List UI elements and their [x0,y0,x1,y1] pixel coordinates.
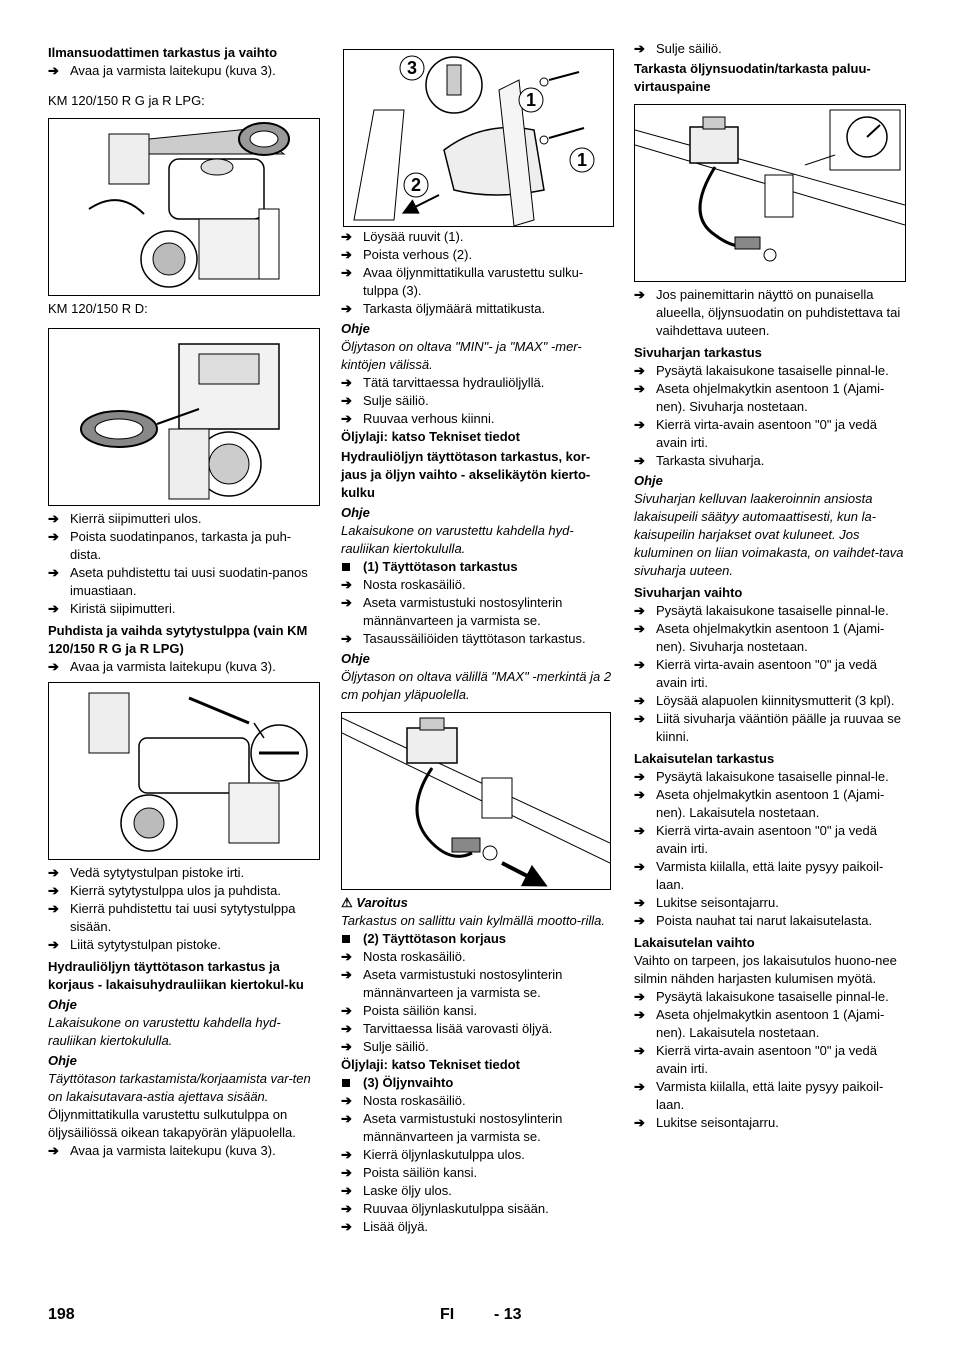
arrow-icon: ➔ [341,301,352,316]
figure-air-filter-petrol [48,118,320,296]
heading-oil-type: Öljylaji: katso Tekniset tiedot [341,429,520,444]
arrow-icon: ➔ [634,1043,645,1058]
note-label: Ohje [341,321,370,336]
arrow-icon: ➔ [341,595,352,610]
step: ➔ Pysäytä lakaisukone tasaiselle pinnal-le. [634,363,889,378]
step: ➔ Lukitse seisontajarru. [634,895,779,910]
heading-oil-type: Öljylaji: katso Tekniset tiedot [341,1057,520,1072]
figure-cover-removal [343,49,614,227]
note-label: Ohje [48,997,77,1012]
arrow-icon: ➔ [634,287,645,302]
heading-side-brush-check: Sivuharjan tarkastus [634,345,762,360]
arrow-icon: ➔ [48,1143,59,1158]
arrow-icon: ➔ [341,577,352,592]
heading-roller-replace: Lakaisutelan vaihto [634,935,755,950]
heading-spark-plug: Puhdista ja vaihda sytytystulppa (vain KM 120/150 R G ja R LPG) [48,623,308,656]
step: ➔ Aseta ohjelmakytkin asentoon 1 (Ajami-nen). Lakaisutela nostetaan. [634,787,885,820]
step: ➔ Poista säiliön kansi. [341,1165,478,1180]
step: ➔ Liitä sivuharja vääntiön päälle ja ruuvaa se kiinni. [634,711,901,744]
step: ➔ Kierrä virta-avain asentoon "0" ja vedä avain irti. [634,657,877,690]
arrow-icon: ➔ [341,1093,352,1108]
step: ➔ Aseta varmistustuki nostosylinterin männänvarteen ja varmista se. [341,1111,563,1144]
note-text: Lakaisukone on varustettu kahdella hyd-rauliikan kiertokululla. [48,1015,281,1048]
figure-spark-plug [48,682,320,860]
arrow-icon: ➔ [48,937,59,952]
arrow-icon: ➔ [341,1201,352,1216]
arrow-icon: ➔ [634,989,645,1004]
step: ➔ Sulje säiliö. [341,1039,429,1054]
arrow-icon: ➔ [48,601,59,616]
step: ➔ Nosta roskasäiliö. [341,949,466,964]
step: ➔ Aseta varmistustuki nostosylinterin männänvarteen ja varmista se. [341,967,563,1000]
step: ➔ Pysäytä lakaisukone tasaiselle pinnal-le. [634,603,889,618]
arrow-icon: ➔ [634,823,645,838]
step: ➔ Avaa ja varmista laitekupu (kuva 3). [48,63,276,78]
step: ➔ Pysäytä lakaisukone tasaiselle pinnal-le. [634,989,889,1004]
figure-oil-filter [634,104,906,282]
heading-oil-filter: Tarkasta öljynsuodatin/tarkasta paluu-virtauspaine [634,61,871,94]
step: ➔ Tarvittaessa lisää varovasti öljyä. [341,1021,553,1036]
arrow-icon: ➔ [48,901,59,916]
step: ➔ Varmista kiilalla, että laite pysyy paikoil-laan. [634,859,884,892]
step: ➔ Poista säiliön kansi. [341,1003,478,1018]
step: ➔ Ruuvaa verhous kiinni. [341,411,495,426]
step: ➔ Kierrä virta-avain asentoon "0" ja vedä avain irti. [634,417,877,450]
column-1 [48,44,320,1160]
model-label: KM 120/150 R D: [48,301,148,316]
step: ➔ Lisää öljyä. [341,1219,429,1234]
figure-air-filter-diesel [48,328,320,506]
note-label: Ohje [341,505,370,520]
arrow-icon: ➔ [341,1147,352,1162]
heading-axle-oil: Hydrauliöljyn täyttötason tarkastus, kor-jaus ja öljyn vaihto - akselikäytön kierto-kulku [341,449,591,500]
step: ➔ Kierrä siipimutteri ulos. [48,511,202,526]
note-text: Öljytason on oltava "MIN"- ja "MAX" -mer-kintöjen välissä. [341,339,582,372]
arrow-icon: ➔ [341,967,352,982]
step: ➔ Kierrä sytytystulppa ulos ja puhdista. [48,883,281,898]
arrow-icon: ➔ [634,417,645,432]
note-label: Ohje [341,651,370,666]
callout-3: 3 [406,58,418,78]
step: ➔ Löysää ruuvit (1). [341,229,464,244]
note-label: Ohje [48,1053,77,1068]
step: ➔ Tarkasta öljymäärä mittatikusta. [341,301,546,316]
step: ➔ Tarkasta sivuharja. [634,453,765,468]
arrow-icon: ➔ [634,895,645,910]
warning-text: Tarkastus on sallittu vain kylmällä mootto-rilla. [341,913,605,928]
step: ➔ Aseta ohjelmakytkin asentoon 1 (Ajami-nen). Sivuharja nostetaan. [634,381,885,414]
note-label: Ohje [634,473,663,488]
arrow-icon: ➔ [48,565,59,580]
arrow-icon: ➔ [634,859,645,874]
step: ➔ Jos painemittarin näyttö on punaisella alueella, öljynsuodatin on puhdistettava tai vaihdettava uuteen. [634,287,901,338]
column-2 [341,228,613,1236]
step: ➔ Aseta varmistustuki nostosylinterin männänvarteen ja varmista se. [341,595,563,628]
page-number: 198 [48,1306,75,1323]
figure-oil-tank [341,712,611,890]
arrow-icon: ➔ [341,1183,352,1198]
arrow-icon: ➔ [634,381,645,396]
column-3 [634,40,908,1132]
heading-roller-check: Lakaisutelan tarkastus [634,751,775,766]
step: ➔ Varmista kiilalla, että laite pysyy paikoil-laan. [634,1079,884,1112]
arrow-icon: ➔ [634,657,645,672]
bullet-square-icon [342,563,350,571]
arrow-icon: ➔ [341,949,352,964]
arrow-icon: ➔ [341,1219,352,1234]
warning-triangle-icon: ⚠ [341,895,353,910]
arrow-icon: ➔ [634,621,645,636]
step: ➔ Kierrä virta-avain asentoon "0" ja vedä avain irti. [634,1043,877,1076]
arrow-icon: ➔ [634,603,645,618]
arrow-icon: ➔ [634,1007,645,1022]
arrow-icon: ➔ [634,693,645,708]
step: ➔ Vedä sytytystulpan pistoke irti. [48,865,245,880]
section-number: - 13 [494,1306,522,1323]
arrow-icon: ➔ [341,375,352,390]
arrow-icon: ➔ [634,913,645,928]
heading-air-filter: Ilmansuodattimen tarkastus ja vaihto [48,45,278,60]
arrow-icon: ➔ [341,1021,352,1036]
arrow-icon: ➔ [634,1079,645,1094]
note-text: Öljytason on oltava välillä "MAX" -merkintä ja 2 cm pohjan yläpuolella. [341,669,612,702]
step: ➔ Poista verhous (2). [341,247,473,262]
note-text: Sivuharjan kelluvan laakeroinnin ansiosta lakaisupeili säätyy automaattisesti, kun la-kaisupeilin harjakset ovat kuluneet. Jos kuluminen on liian voimakasta, on vaihdet-tava sivuharja uuteen. [634,491,904,578]
arrow-icon: ➔ [634,41,645,56]
step: ➔ Tätä tarvittaessa hydrauliöljyllä. [341,375,545,390]
arrow-icon: ➔ [341,1039,352,1054]
arrow-icon: ➔ [634,1115,645,1130]
arrow-icon: ➔ [48,865,59,880]
step: ➔ Avaa ja varmista laitekupu (kuva 3). [48,659,276,674]
step: ➔ Kierrä öljynlaskutulppa ulos. [341,1147,525,1162]
step: ➔ Avaa ja varmista laitekupu (kuva 3). [48,1143,276,1158]
paragraph: Öljynmittatikulla varustettu sulkutulppa on öljysäiliössä oikean takapyörän yläpuolella. [48,1107,296,1140]
bullet-square-icon [342,1079,350,1087]
step: ➔ Sulje säiliö. [634,41,722,56]
note-text: Lakaisukone on varustettu kahdella hyd-rauliikan kiertokululla. [341,523,574,556]
arrow-icon: ➔ [634,769,645,784]
subsection: (2) Täyttötason korjaus [341,930,613,948]
arrow-icon: ➔ [48,883,59,898]
step: ➔ Ruuvaa öljynlaskutulppa sisään. [341,1201,549,1216]
step: ➔ Aseta ohjelmakytkin asentoon 1 (Ajami-nen). Lakaisutela nostetaan. [634,1007,885,1040]
arrow-icon: ➔ [341,1111,352,1126]
arrow-icon: ➔ [634,787,645,802]
step: ➔ Kiristä siipimutteri. [48,601,176,616]
arrow-icon: ➔ [634,363,645,378]
arrow-icon: ➔ [48,529,59,544]
arrow-icon: ➔ [341,1165,352,1180]
step: ➔ Poista nauhat tai narut lakaisutelasta. [634,913,873,928]
step: ➔ Laske öljy ulos. [341,1183,452,1198]
step: ➔ Poista suodatinpanos, tarkasta ja puh-dista. [48,529,292,562]
subsection: (3) Öljynvaihto [341,1074,613,1092]
step: ➔ Avaa öljynmittatikulla varustettu sulku-tulppa (3). [341,265,584,298]
step: ➔ Kierrä puhdistettu tai uusi sytytystulppa sisään. [48,901,296,934]
step: ➔ Nosta roskasäiliö. [341,577,466,592]
arrow-icon: ➔ [48,659,59,674]
model-label: KM 120/150 R G ja R LPG: [48,93,205,108]
callout-1: 1 [525,90,537,110]
step: ➔ Liitä sytytystulpan pistoke. [48,937,222,952]
step: ➔ Sulje säiliö. [341,393,429,408]
warning-label: ⚠ Varoitus [341,895,408,910]
step: ➔ Kierrä virta-avain asentoon "0" ja vedä avain irti. [634,823,877,856]
arrow-icon: ➔ [341,411,352,426]
heading-hydraulic-oil: Hydrauliöljyn täyttötason tarkastus ja korjaus - lakaisuhydrauliikan kiertokul-ku [48,959,304,992]
step: ➔ Aseta puhdistettu tai uusi suodatin-panos imuastiaan. [48,565,308,598]
arrow-icon: ➔ [341,229,352,244]
arrow-icon: ➔ [48,63,59,78]
step: ➔ Nosta roskasäiliö. [341,1093,466,1108]
arrow-icon: ➔ [341,393,352,408]
arrow-icon: ➔ [48,511,59,526]
step: ➔ Lukitse seisontajarru. [634,1115,779,1130]
arrow-icon: ➔ [341,265,352,280]
step: ➔ Tasaussäiliöiden täyttötason tarkastus. [341,631,586,646]
bullet-square-icon [342,935,350,943]
callout-2: 2 [410,175,422,195]
language-code: FI [440,1306,455,1323]
arrow-icon: ➔ [634,453,645,468]
arrow-icon: ➔ [341,631,352,646]
subsection: (1) Täyttötason tarkastus [341,558,613,576]
note-text: Täyttötason tarkastamista/korjaamista var-ten on lakaisutavara-astia ajettava sisään. [48,1071,311,1104]
arrow-icon: ➔ [634,711,645,726]
heading-side-brush-replace: Sivuharjan vaihto [634,585,743,600]
arrow-icon: ➔ [341,1003,352,1018]
step: ➔ Aseta ohjelmakytkin asentoon 1 (Ajami-nen). Sivuharja nostetaan. [634,621,885,654]
step: ➔ Löysää alapuolen kiinnitysmutterit (3 kpl). [634,693,895,708]
callout-1b: 1 [576,150,588,170]
step: ➔ Pysäytä lakaisukone tasaiselle pinnal-le. [634,769,889,784]
paragraph: Vaihto on tarpeen, jos lakaisutulos huono-nee silmin nähden harjasten kulumisen myötä. [634,953,897,986]
arrow-icon: ➔ [341,247,352,262]
